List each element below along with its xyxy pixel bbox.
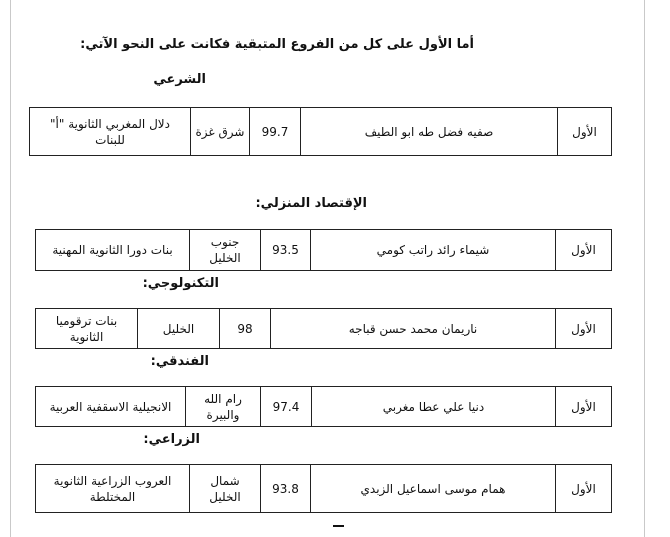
district-cell: جنوب الخليل — [190, 230, 261, 271]
result-table-hospitality — [35, 386, 612, 427]
score-cell: 97.4 — [261, 387, 312, 427]
section-heading-hospitality: الفندقي: — [150, 354, 209, 369]
section-heading-technology: التكنولوجي: — [142, 276, 219, 291]
district-cell: شرق غزة — [191, 108, 250, 156]
name-cell: دنيا علي عطا مغربي — [312, 387, 556, 427]
page-border-right — [644, 0, 645, 537]
page-border-left — [10, 0, 11, 537]
table-row — [30, 108, 612, 156]
table-row — [36, 465, 612, 513]
section-heading-sharia: الشرعي — [153, 72, 206, 87]
school-cell: بنات ترقوميا الثانوية — [36, 309, 138, 349]
score-cell: 93.8 — [261, 465, 311, 513]
result-table-technology — [35, 308, 612, 349]
school-cell: الانجيلية الاسقفية العربية — [36, 387, 186, 427]
district-cell: رام الله والبيرة — [186, 387, 261, 427]
score-cell: 93.5 — [261, 230, 311, 271]
district-cell: شمال الخليل — [190, 465, 261, 513]
school-cell: العروب الزراعية الثانوية المختلطة — [36, 465, 190, 513]
name-cell: همام موسى اسماعيل الزبدي — [311, 465, 556, 513]
rank-cell: الأول — [556, 230, 612, 271]
rank-cell: الأول — [558, 108, 612, 156]
school-cell: بنات دورا الثانوية المهنية — [36, 230, 190, 271]
result-table-home-economics — [35, 229, 612, 271]
score-cell: 98 — [220, 309, 271, 349]
school-cell: دلال المغربي الثانوية "أ" للبنات — [30, 108, 191, 156]
section-heading-home-economics: الإقتصاد المنزلي: — [255, 196, 367, 211]
result-table-agriculture — [35, 464, 612, 513]
rank-cell: الأول — [556, 465, 612, 513]
name-cell: شيماء رائد راتب كومي — [311, 230, 556, 271]
separator-dash — [333, 525, 344, 527]
score-cell: 99.7 — [250, 108, 301, 156]
name-cell: صفيه فضل طه ابو الطيف — [301, 108, 558, 156]
table-row — [36, 309, 612, 349]
table-row — [36, 387, 612, 427]
district-cell: الخليل — [138, 309, 220, 349]
table-row — [36, 230, 612, 271]
section-heading-agriculture: الزراعي: — [143, 432, 200, 447]
rank-cell: الأول — [556, 309, 612, 349]
rank-cell: الأول — [556, 387, 612, 427]
result-table-sharia — [29, 107, 612, 156]
name-cell: ناريمان محمد حسن قباجه — [271, 309, 556, 349]
intro-text: أما الأول على كل من الفروع المتبقية فكانت على النحو الآتي: — [80, 37, 474, 52]
